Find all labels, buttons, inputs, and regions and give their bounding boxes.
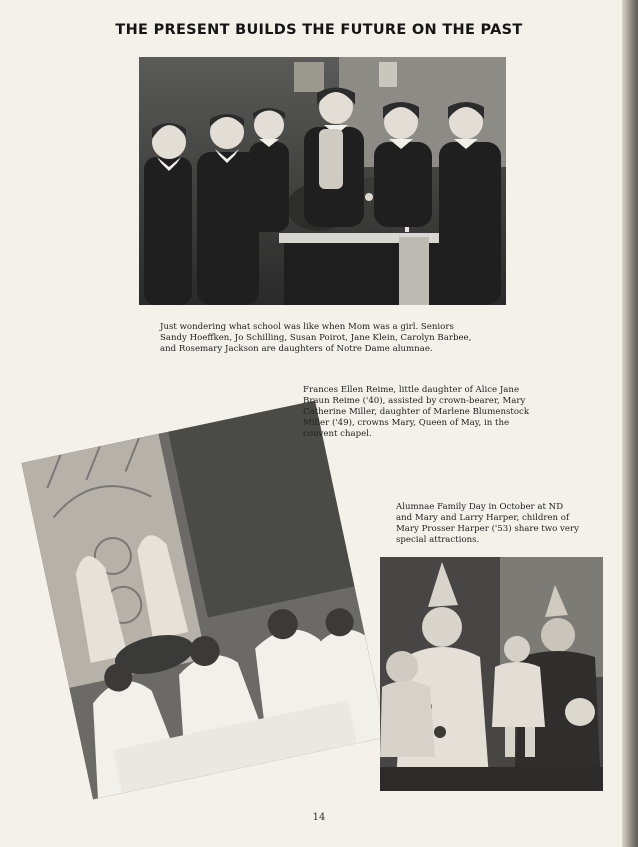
- caption-may-crowning: Frances Ellen Reime, little daughter of Alice Jane Braun Reime ('40), assisted by crown-bearer, Mary Catherine Miller, daughter of Marlene Blumenstock Miller ('49), crowns Mary, Queen of May, in the convent chapel.: [303, 385, 530, 439]
- seniors-photo-image: [139, 57, 506, 305]
- caption-family-day: Alumnae Family Day in October at ND and Mary and Larry Harper, children of Mary Prosser Harper ('53) share two very special attractions.: [396, 502, 579, 545]
- caption-seniors: Just wondering what school was like when Mom was a girl. Seniors Sandy Hoeffken, Jo Schilling, Susan Poirot, Jane Klein, Carolyn Barbee, and Rosemary Jackson are daughters of Notre Dame alumnae.: [160, 322, 472, 354]
- may-crowning-photo-image: [22, 401, 387, 800]
- family-day-photo-image: [380, 557, 603, 791]
- page-title: THE PRESENT BUILDS THE FUTURE ON THE PAST: [115, 22, 523, 38]
- page-binding-edge: [622, 0, 638, 847]
- page-number: 14: [312, 812, 326, 823]
- photo-seniors: [139, 57, 506, 305]
- photo-may-crowning: [22, 401, 387, 800]
- photo-family-day-clowns: [380, 557, 603, 791]
